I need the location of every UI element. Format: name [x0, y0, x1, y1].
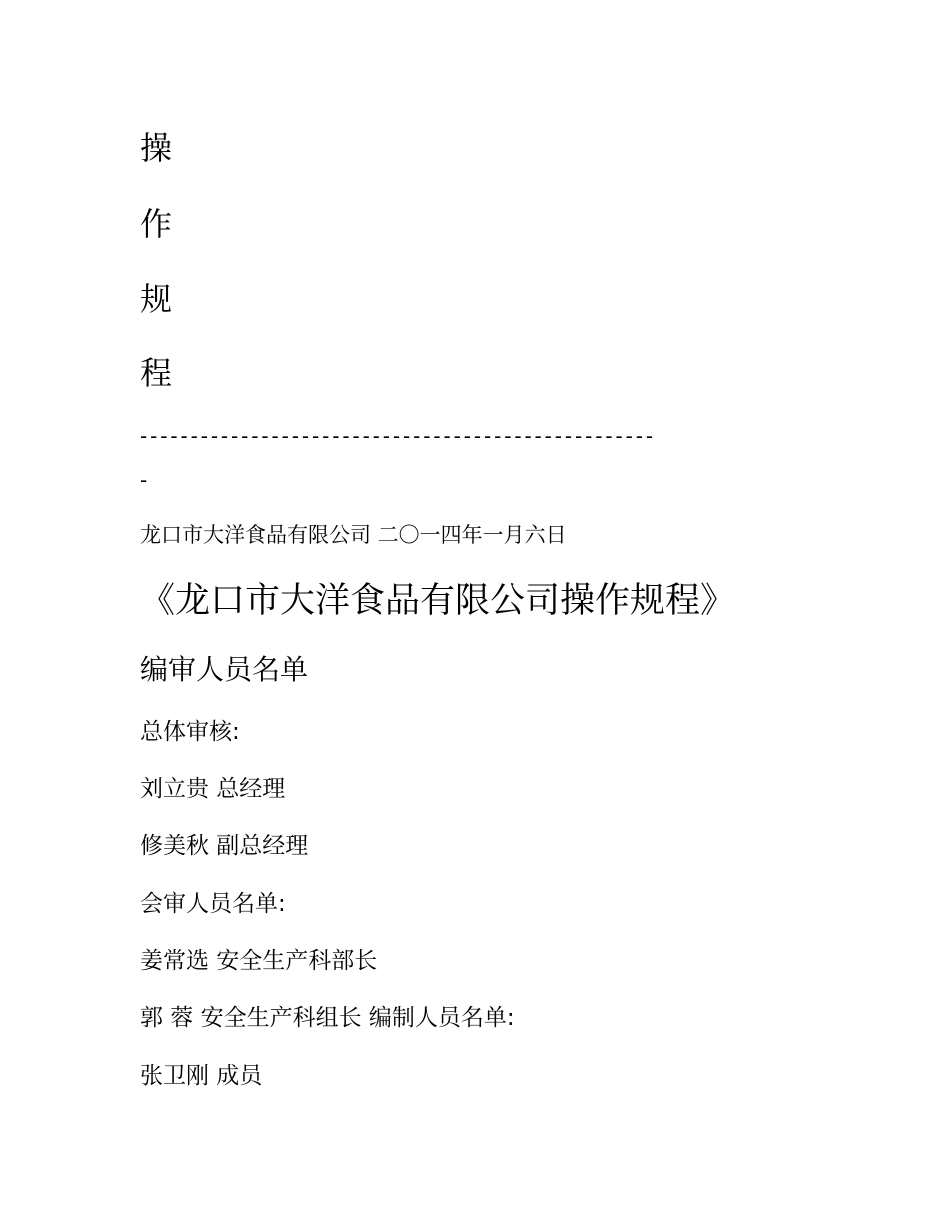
company-date-line: 龙口市大洋食品有限公司 二〇一四年一月六日: [140, 523, 567, 547]
body-line: 会审人员名单:: [140, 891, 286, 917]
cover-char-3: 规: [140, 280, 173, 318]
dashed-separator-end: -: [140, 468, 151, 492]
body-line: 郭 蓉 安全生产科组长 编制人员名单:: [140, 1005, 515, 1031]
cover-char-2: 作: [140, 205, 173, 243]
dashed-separator: ---------------------------------------------------: [140, 424, 656, 448]
cover-char-1: 操: [140, 129, 173, 167]
section-heading: 编审人员名单: [140, 653, 309, 686]
body-line: 张卫刚 成员: [140, 1063, 263, 1089]
body-line: 总体审核:: [140, 719, 240, 745]
body-line: 刘立贵 总经理: [140, 776, 286, 802]
body-line: 姜常选 安全生产科部长: [140, 948, 378, 974]
cover-char-4: 程: [140, 354, 173, 392]
body-line: 修美秋 副总经理: [140, 833, 309, 859]
document-title: 《龙口市大洋食品有限公司操作规程》: [140, 581, 736, 621]
